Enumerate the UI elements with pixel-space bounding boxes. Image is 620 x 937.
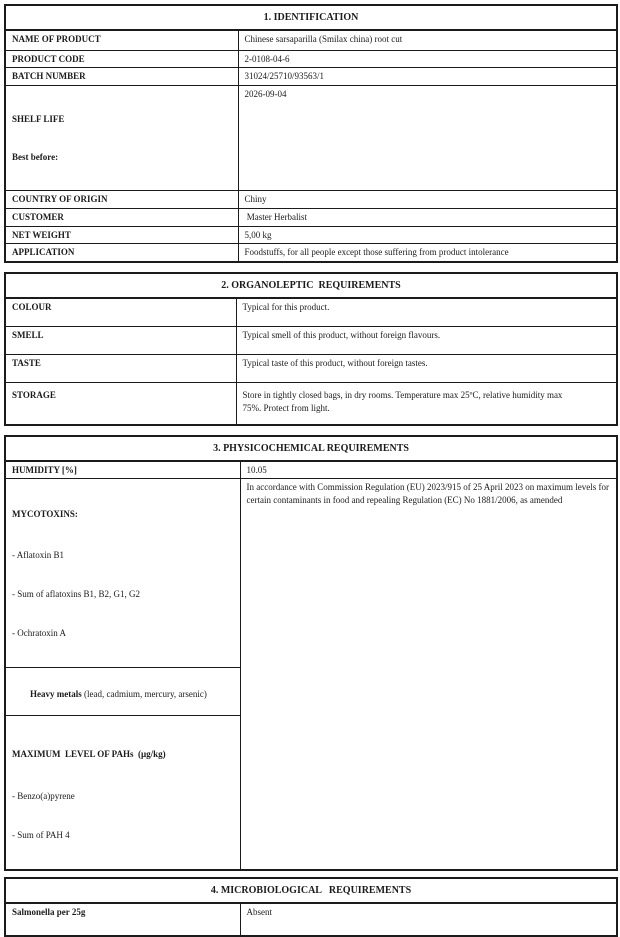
mycotoxins-cell bbox=[5, 479, 240, 668]
table-row bbox=[5, 209, 617, 227]
identification-section-title: 1. IDENTIFICATION bbox=[5, 5, 617, 30]
table-row bbox=[5, 30, 617, 50]
taste-label: TASTE bbox=[5, 355, 236, 383]
application-label: APPLICATION bbox=[5, 244, 238, 262]
heavy-metals-heading: Heavy metals bbox=[30, 688, 82, 699]
name-of-product-label: NAME OF PRODUCT bbox=[5, 30, 238, 50]
colour-label: COLOUR bbox=[5, 298, 236, 327]
mycotoxins-heading: MYCOTOXINS: bbox=[12, 508, 78, 519]
net-weight-label: NET WEIGHT bbox=[5, 226, 238, 244]
pahs-item: - Sum of PAH 4 bbox=[12, 829, 70, 840]
country-of-origin-value: Chiny bbox=[238, 191, 617, 209]
heavy-metals-detail: (lead, cadmium, mercury, arsenic) bbox=[81, 688, 207, 699]
table-row bbox=[5, 85, 617, 191]
identification-table bbox=[4, 4, 618, 263]
physicochemical-section-title: 3. PHYSICOCHEMICAL REQUIREMENTS bbox=[5, 436, 617, 461]
net-weight-value: 5,00 kg bbox=[238, 226, 617, 244]
table-row bbox=[5, 244, 617, 262]
table-row bbox=[5, 355, 617, 383]
regulation-note: In accordance with Commission Regulation (EU) 2023/915 of 25 April 2023 on maximum levels for certain contaminants in food and repealing Regulation (EC) No 1881/2006, as amended bbox=[240, 479, 617, 870]
salmonella-value: Absent bbox=[240, 903, 617, 936]
organoleptic-section-title: 2. ORGANOLEPTIC REQUIREMENTS bbox=[5, 273, 617, 298]
table-row bbox=[5, 327, 617, 355]
table-row bbox=[5, 903, 617, 936]
batch-number-value: 31024/25710/93563/1 bbox=[238, 68, 617, 86]
customer-label: CUSTOMER bbox=[5, 209, 238, 227]
pahs-cell bbox=[5, 716, 240, 870]
humidity-value: 10.05 bbox=[240, 461, 617, 479]
table-row bbox=[5, 461, 617, 479]
customer-value: Master Herbalist bbox=[238, 209, 617, 227]
product-code-label: PRODUCT CODE bbox=[5, 50, 238, 68]
batch-number-label: BATCH NUMBER bbox=[5, 68, 238, 86]
name-of-product-value: Chinese sarsaparilla (Smilax china) root cut bbox=[238, 30, 617, 50]
microbiological-table bbox=[4, 877, 618, 937]
humidity-label: HUMIDITY [%] bbox=[5, 461, 240, 479]
application-value: Foodstuffs, for all people except those suffering from product intolerance bbox=[238, 244, 617, 262]
shelf-life-label-cell bbox=[5, 85, 238, 191]
storage-value: Store in tightly closed bags, in dry rooms. Temperature max 25ºC, relative humidity max 75%. Protect from light. bbox=[236, 383, 617, 425]
table-row bbox=[5, 50, 617, 68]
table-row bbox=[5, 68, 617, 86]
pahs-item: - Benzo(a)pyrene bbox=[12, 790, 75, 801]
shelf-life-value: 2026-09-04 bbox=[238, 85, 617, 191]
shelf-life-label: SHELF LIFE bbox=[12, 113, 65, 124]
taste-value: Typical taste of this product, without foreign tastes. bbox=[236, 355, 617, 383]
country-of-origin-label: COUNTRY OF ORIGIN bbox=[5, 191, 238, 209]
smell-label: SMELL bbox=[5, 327, 236, 355]
mycotoxins-item: - Ochratoxin A bbox=[12, 628, 66, 639]
best-before-label: Best before: bbox=[12, 151, 59, 162]
smell-value: Typical smell of this product, without foreign flavours. bbox=[236, 327, 617, 355]
organoleptic-table bbox=[4, 272, 618, 426]
microbiological-section-title: 4. MICROBIOLOGICAL REQUIREMENTS bbox=[5, 878, 617, 903]
table-row bbox=[5, 298, 617, 327]
product-code-value: 2-0108-04-6 bbox=[238, 50, 617, 68]
heavy-metals-cell bbox=[5, 668, 240, 716]
table-row bbox=[5, 383, 617, 425]
mycotoxins-item: - Sum of aflatoxins B1, B2, G1, G2 bbox=[12, 588, 140, 599]
table-row bbox=[5, 191, 617, 209]
pahs-heading: MAXIMUM LEVEL OF PAHs (µg/kg) bbox=[12, 749, 166, 760]
physicochemical-table bbox=[4, 435, 618, 871]
table-row bbox=[5, 226, 617, 244]
colour-value: Typical for this product. bbox=[236, 298, 617, 327]
storage-label: STORAGE bbox=[5, 383, 236, 425]
table-row bbox=[5, 479, 617, 668]
mycotoxins-item: - Aflatoxin B1 bbox=[12, 549, 64, 560]
salmonella-label: Salmonella per 25g bbox=[5, 903, 240, 936]
